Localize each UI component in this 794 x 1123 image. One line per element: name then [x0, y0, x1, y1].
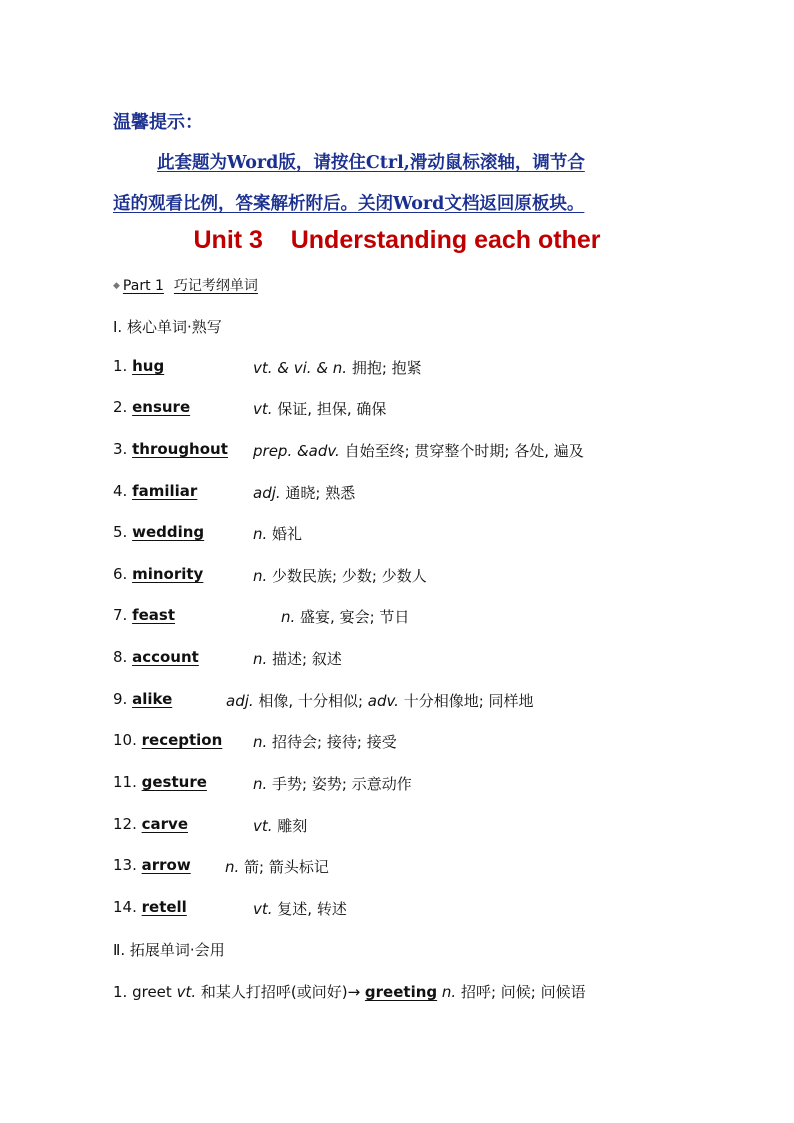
word: minority — [132, 565, 204, 583]
definition: vt. 保证, 担保, 确保 — [253, 400, 387, 418]
definition: adj. 通晓; 熟悉 — [253, 484, 356, 502]
definition: adj. 相像, 十分相似; adv. 十分相像地; 同样地 — [226, 692, 534, 710]
derived-word: greeting — [364, 983, 438, 1001]
word: carve — [141, 815, 188, 833]
word-row: 12. carve vt. 雕刻 — [113, 815, 308, 835]
definition: n. 盛宴, 宴会; 节日 — [281, 608, 410, 626]
definition: n. 手势; 姿势; 示意动作 — [253, 775, 412, 793]
word: gesture — [141, 773, 207, 791]
word: hug — [132, 357, 165, 375]
definition: n. 少数民族; 少数; 少数人 — [253, 567, 427, 585]
part-name: 巧记考纲单词 — [173, 278, 258, 294]
definition: prep. &adv. 自始至终; 贯穿整个时期; 各处, 遍及 — [253, 442, 584, 460]
word-row: 13. arrow n. 箭; 箭头标记 — [113, 856, 329, 876]
word-row: 9. alike adj. 相像, 十分相似; adv. 十分相像地; 同样地 — [113, 690, 534, 710]
tip-title: 温馨提示： — [113, 112, 203, 133]
definition: vt. 复述, 转述 — [253, 900, 347, 918]
word: ensure — [132, 398, 191, 416]
tip-line-1: 此套题为Word版，请按住Ctrl,滑动鼠标滚轴，调节合 — [157, 153, 585, 173]
extended-word-row: 1. greet vt. 和某人打招呼(或问好)→ greeting n. 招呼; 问候; 问候语 — [113, 983, 586, 1001]
part-heading — [113, 275, 258, 295]
word-row: 10. reception n. 招待会; 接待; 接受 — [113, 731, 397, 751]
part-label: Part 1 — [122, 278, 164, 294]
word-row: 2. ensure vt. 保证, 担保, 确保 — [113, 398, 387, 418]
word: throughout — [132, 440, 228, 458]
definition: n. 婚礼 — [253, 525, 303, 543]
word-row: 8. account n. 描述; 叙述 — [113, 648, 342, 668]
word: feast — [132, 606, 176, 624]
word: account — [132, 648, 199, 666]
definition: n. 招待会; 接待; 接受 — [253, 733, 397, 751]
definition: n. 箭; 箭头标记 — [225, 858, 329, 876]
diamond-bullet-icon: ◆ — [113, 281, 120, 291]
word-row: 1. hug vt. & vi. & n. 拥抱; 抱紧 — [113, 357, 422, 377]
word-row: 4. familiar adj. 通晓; 熟悉 — [113, 482, 356, 502]
word: alike — [132, 690, 173, 708]
word: arrow — [141, 856, 191, 874]
definition: n. 描述; 叙述 — [253, 650, 342, 668]
section-core-words: Ⅰ. 核心单词·熟写 — [113, 318, 222, 336]
word: retell — [141, 898, 187, 916]
word-row: 14. retell vt. 复述, 转述 — [113, 898, 347, 918]
word-row: 3. throughout prep. &adv. 自始至终; 贯穿整个时期; 各处, 遍及 — [113, 440, 584, 460]
unit-title: Unit 3 Understanding each other — [193, 226, 601, 254]
word-row: 11. gesture n. 手势; 姿势; 示意动作 — [113, 773, 412, 793]
word: familiar — [132, 482, 198, 500]
definition: vt. 雕刻 — [253, 817, 308, 835]
word-row: 6. minority n. 少数民族; 少数; 少数人 — [113, 565, 427, 585]
word-row: 5. wedding n. 婚礼 — [113, 523, 303, 543]
definition: vt. & vi. & n. 拥抱; 抱紧 — [253, 359, 422, 377]
word-row: 7. feast n. 盛宴, 宴会; 节日 — [113, 606, 410, 626]
word: reception — [141, 731, 223, 749]
base-word: greet — [132, 983, 172, 1001]
word: wedding — [132, 523, 205, 541]
tip-line-2: 适的观看比例，答案解析附后。关闭Word文档返回原板块。 — [113, 194, 585, 214]
section-extended-words: Ⅱ. 拓展单词·会用 — [113, 941, 225, 959]
